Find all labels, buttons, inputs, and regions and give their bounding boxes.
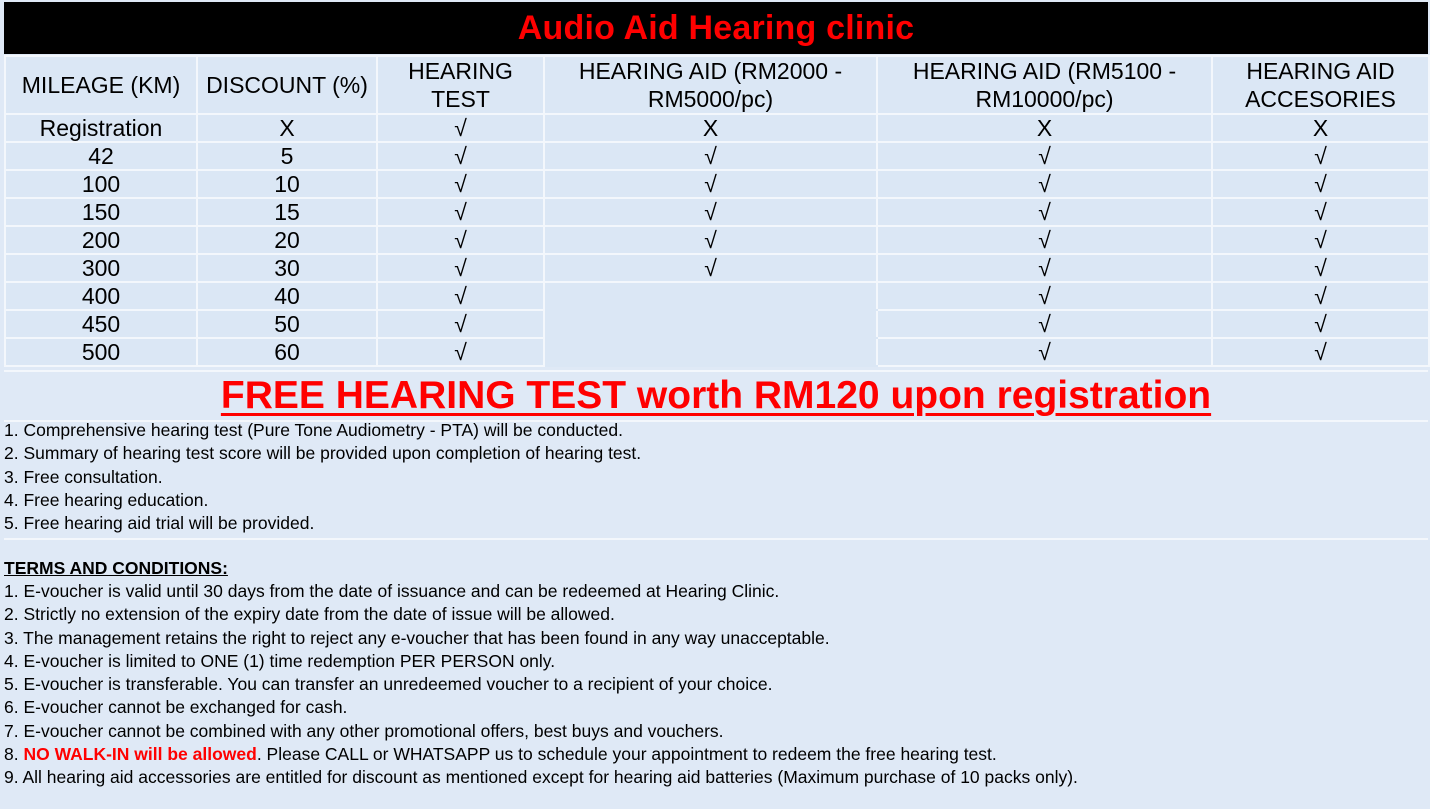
cell-hearing-test: √: [377, 170, 544, 198]
table-body: [5, 114, 1429, 366]
cell-hearing-aid-high: √: [877, 170, 1212, 198]
cell-accessories: √: [1212, 282, 1429, 310]
cell-discount: 10: [197, 170, 377, 198]
page-title: Audio Aid Hearing clinic: [517, 8, 915, 47]
cell-hearing-aid-high: √: [877, 198, 1212, 226]
title-bar: [4, 2, 1428, 54]
cell-mileage: 500: [5, 338, 197, 366]
cell-mileage: 150: [5, 198, 197, 226]
terms-item: 7. E-voucher cannot be combined with any other promotional offers, best buys and vouchers.: [4, 720, 724, 741]
terms-item: 4. E-voucher is limited to ONE (1) time redemption PER PERSON only.: [4, 650, 556, 671]
header-hearing-test: HEARING TEST: [377, 56, 544, 114]
header-discount: DISCOUNT (%): [197, 56, 377, 114]
terms-item-number: 8.: [4, 744, 24, 765]
cell-accessories: √: [1212, 338, 1429, 366]
cell-discount: 50: [197, 310, 377, 338]
terms-item: 1. E-voucher is valid until 30 days from the date of issuance and can be redeemed at Hearing Clinic.: [4, 581, 780, 601]
benefit-item: 5. Free hearing aid trial will be provided.: [4, 513, 315, 534]
terms-item-walk-in: [4, 743, 1428, 766]
cell-hearing-aid-high: √: [877, 282, 1212, 310]
cell-accessories: √: [1212, 226, 1429, 254]
header-hearing-aid-low: HEARING AID (RM2000 - RM5000/pc): [544, 56, 877, 114]
cell-hearing-aid-high: X: [877, 114, 1212, 142]
cell-hearing-test: √: [377, 226, 544, 254]
benefit-item: 1. Comprehensive hearing test (Pure Tone Audiometry - PTA) will be conducted.: [4, 420, 623, 440]
table-row: [5, 338, 1429, 366]
terms-item: 9. All hearing aid accessories are entitled for discount as mentioned except for hearing aid batteries (Maximum purchase of 10 packs only).: [4, 767, 1078, 788]
terms-item: 2. Strictly no extension of the expiry date from the date of issue will be allowed.: [4, 604, 615, 625]
cell-hearing-aid-low: [544, 310, 877, 338]
cell-hearing-aid-low: √: [544, 226, 877, 254]
table-row: [5, 142, 1429, 170]
cell-accessories: √: [1212, 198, 1429, 226]
cell-accessories: √: [1212, 254, 1429, 282]
benefit-item: 2. Summary of hearing test score will be provided upon completion of hearing test.: [4, 443, 642, 464]
terms-item: 5. E-voucher is transferable. You can transfer an unredeemed voucher to a recipient of your choice.: [4, 674, 773, 695]
cell-hearing-test: √: [377, 142, 544, 170]
cell-mileage: 450: [5, 310, 197, 338]
cell-discount: 60: [197, 338, 377, 366]
cell-hearing-test: √: [377, 254, 544, 282]
header-hearing-aid-high: HEARING AID (RM5100 - RM10000/pc): [877, 56, 1212, 114]
cell-hearing-test: √: [377, 282, 544, 310]
cell-mileage: 300: [5, 254, 197, 282]
table-row: [5, 282, 1429, 310]
cell-discount: X: [197, 114, 377, 142]
discount-table: [4, 55, 1430, 367]
terms-item-text: . Please CALL or WHATSAPP us to schedule your appointment to redeem the free hearing test.: [256, 744, 997, 765]
benefits-list: [4, 419, 1428, 540]
cell-hearing-test: √: [377, 338, 544, 366]
terms-section: [4, 556, 1428, 790]
table-row: [5, 114, 1429, 142]
terms-item: 6. E-voucher cannot be exchanged for cash.: [4, 697, 348, 718]
table-row: [5, 170, 1429, 198]
cell-mileage: 400: [5, 282, 197, 310]
cell-hearing-aid-low: X: [544, 114, 877, 142]
cell-hearing-aid-low: √: [544, 254, 877, 282]
cell-mileage: Registration: [5, 114, 197, 142]
cell-discount: 30: [197, 254, 377, 282]
table-row: [5, 310, 1429, 338]
cell-mileage: 200: [5, 226, 197, 254]
cell-hearing-aid-low: [544, 338, 877, 366]
cell-mileage: 100: [5, 170, 197, 198]
free-hearing-test-banner: [4, 370, 1428, 422]
cell-discount: 40: [197, 282, 377, 310]
cell-accessories: √: [1212, 310, 1429, 338]
cell-hearing-test: √: [377, 310, 544, 338]
cell-accessories: √: [1212, 142, 1429, 170]
header-mileage: MILEAGE (KM): [5, 56, 197, 114]
cell-discount: 5: [197, 142, 377, 170]
banner-text: FREE HEARING TEST worth RM120 upon registration: [220, 374, 1212, 417]
table-row: [5, 198, 1429, 226]
cell-hearing-aid-low: [544, 282, 877, 310]
cell-hearing-aid-high: √: [877, 310, 1212, 338]
table-row: [5, 254, 1429, 282]
terms-item: 3. The management retains the right to reject any e-voucher that has been found in any way unacceptable.: [4, 627, 830, 648]
header-accessories: HEARING AID ACCESORIES: [1212, 56, 1429, 114]
cell-hearing-aid-high: √: [877, 338, 1212, 366]
cell-accessories: √: [1212, 170, 1429, 198]
benefit-item: 4. Free hearing education.: [4, 489, 209, 510]
table-header-row: [5, 56, 1429, 114]
table-row: [5, 226, 1429, 254]
no-walk-in-highlight: NO WALK-IN will be allowed: [23, 744, 257, 765]
cell-hearing-aid-low: √: [544, 170, 877, 198]
cell-hearing-aid-high: √: [877, 226, 1212, 254]
benefit-item: 3. Free consultation.: [4, 466, 163, 487]
cell-hearing-aid-low: √: [544, 142, 877, 170]
cell-discount: 15: [197, 198, 377, 226]
cell-discount: 20: [197, 226, 377, 254]
cell-hearing-test: √: [377, 198, 544, 226]
cell-hearing-aid-high: √: [877, 254, 1212, 282]
cell-hearing-aid-high: √: [877, 142, 1212, 170]
terms-heading: TERMS AND CONDITIONS:: [4, 558, 228, 578]
cell-mileage: 42: [5, 142, 197, 170]
cell-hearing-test: √: [377, 114, 544, 142]
cell-hearing-aid-low: √: [544, 198, 877, 226]
cell-accessories: X: [1212, 114, 1429, 142]
